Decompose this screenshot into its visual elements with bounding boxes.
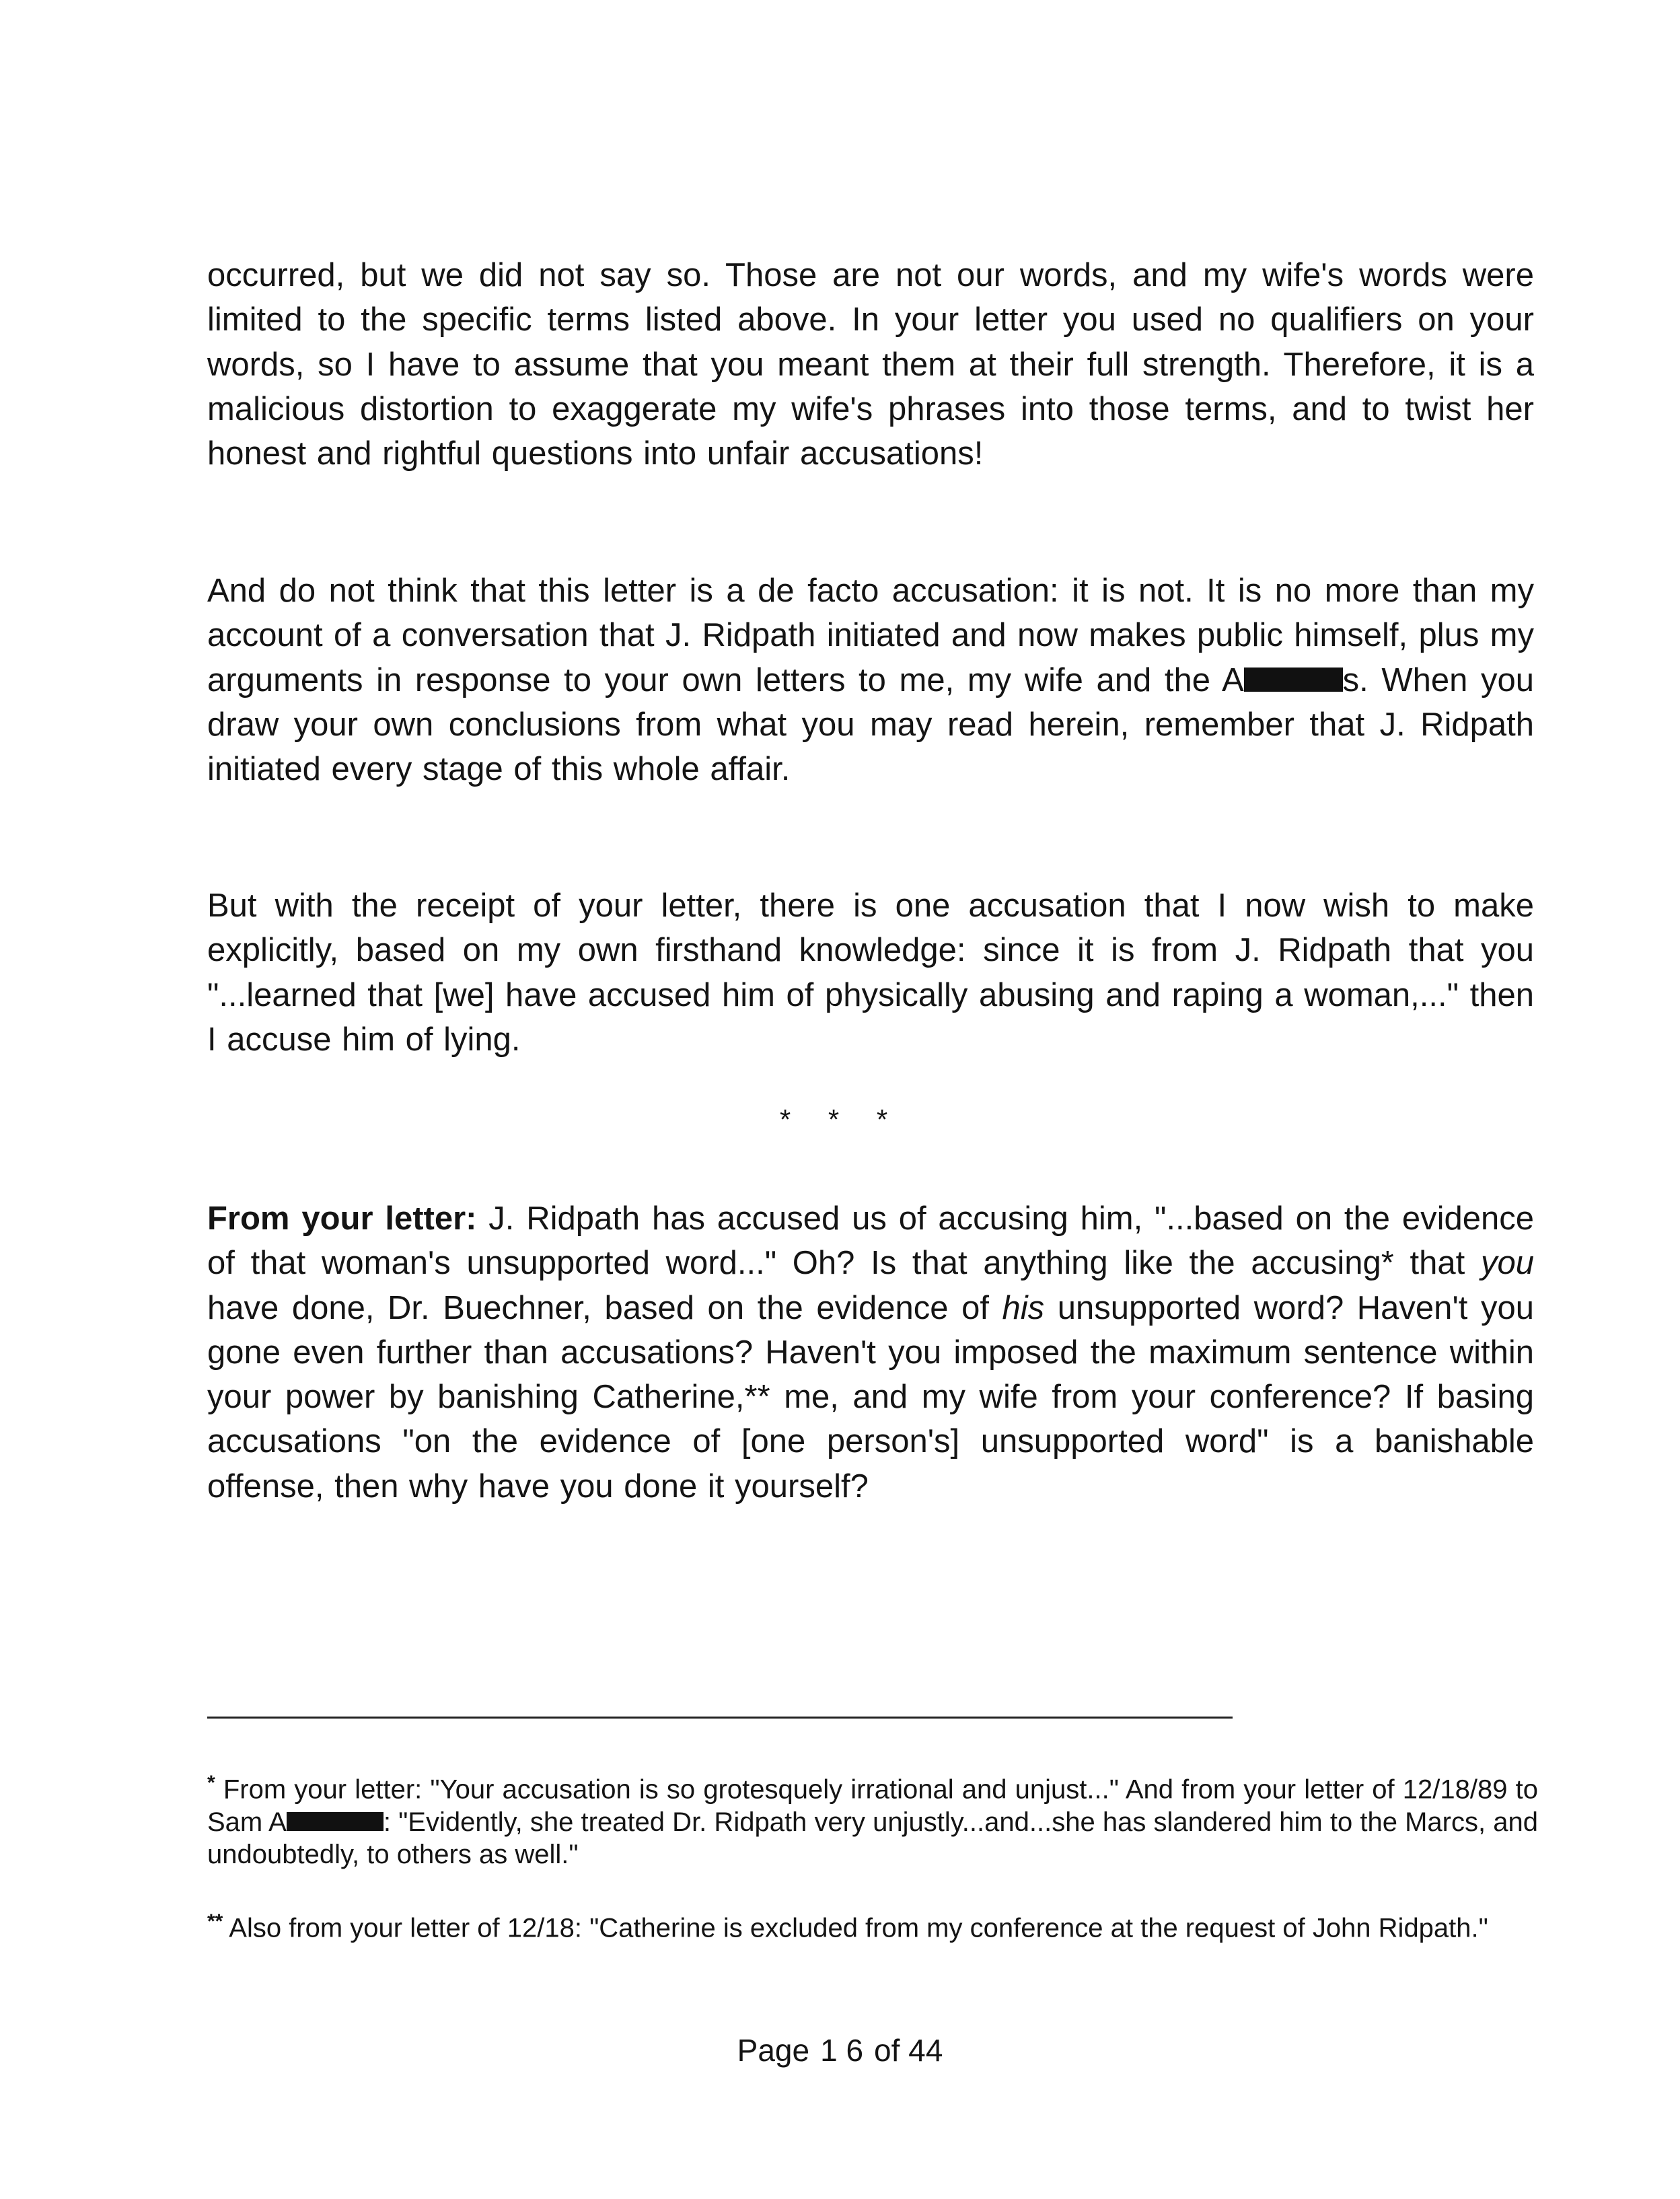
page-number-footer (0, 2032, 1680, 2068)
footnote-ref-1: * (1381, 1245, 1394, 1282)
paragraph-1 (207, 253, 1534, 476)
footnote-1-text-end: : "Evidently, she treated Dr. Ridpath very unjustly...and...she has slandered him to the Marcs, and undoubtedly, to others as well." (207, 1807, 1538, 1869)
paragraph-3 (207, 884, 1534, 1062)
paragraph-2-text-end: s. When you draw your own conclusions from what you may read herein, remember that J. Ridpath initiated every stage of this whole affair. (207, 661, 1534, 788)
paragraph-4-text-e: me, and my wife from your conference? If basing accusations "on the evidence of [one person's] unsupported word" is a banishable offense, then why have you done it yourself? (207, 1379, 1534, 1505)
footnote-2-text: Also from your letter of 12/18: "Catherine is excluded from my conference at the request of John Ridpath." (223, 1913, 1488, 1943)
paragraph-2 (207, 569, 1534, 791)
paragraph-4-text-a: J. Ridpath has accused us of accusing him, "...based on the evidence of that woman's unsupported word..." Oh? Is that anything like the accusing (207, 1200, 1534, 1282)
footnote-2 (207, 1906, 1538, 1945)
footnote-1-text-start: From your letter: "Your accusation is so grotesquely irrational and unjust..." And from your letter of 12/18/89 to Sam A (207, 1774, 1538, 1837)
emphasis-his: his (1002, 1289, 1045, 1326)
paragraph-3-text: But with the receipt of your letter, there is one accusation that I now wish to make explicitly, based on my own firsthand knowledge: since it is from J. Ridpath that you "...learned that [we] have accused him of physically abusing and raping a woman,..." then I accuse him of lying. (207, 888, 1534, 1058)
footnote-ref-2: ** (744, 1379, 770, 1416)
redaction-bar (287, 1812, 384, 1832)
footnote-1 (207, 1767, 1538, 1871)
page-total: of 44 (874, 2033, 943, 2068)
paragraph-4 (207, 1196, 1534, 1509)
section-separator: * * * (779, 1104, 903, 1135)
paragraph-4-text-b: that (1393, 1245, 1481, 1282)
footnote-2-mark: ** (207, 1910, 223, 1933)
footnote-divider (207, 1717, 1233, 1719)
paragraph-1-text: occurred, but we did not say so. Those are not our words, and my wife's words were limited to the specific terms listed above. In your letter you used no qualifiers on your words, so I have to assume that you meant them at their full strength. Therefore, it is a malicious distortion to exaggerate my wife's phrases into those terms, and to twist her honest and rightful questions into unfair accusations! (207, 257, 1534, 472)
paragraph-2-text-start: And do not think that this letter is a de facto accusation: it is not. It is no more than my account of a conversation that J. Ridpath initiated and now makes public himself, plus my arguments in response to your own letters to me, my wife and the A (207, 573, 1534, 698)
emphasis-you: you (1480, 1245, 1534, 1282)
paragraph-4-text-d: unsupported word? Haven't you gone even further than accusations? Haven't you imposed the maximum sentence within your power by banishing Catherine, (207, 1289, 1534, 1416)
footnote-1-mark: * (207, 1772, 215, 1794)
page-number: 1 6 (820, 2033, 864, 2068)
paragraph-4-text-c: have done, Dr. Buechner, based on the evidence of (207, 1289, 1002, 1326)
redaction-bar (1244, 668, 1343, 691)
page-label: Page (737, 2033, 810, 2068)
paragraph-4-label: From your letter: (207, 1200, 477, 1237)
